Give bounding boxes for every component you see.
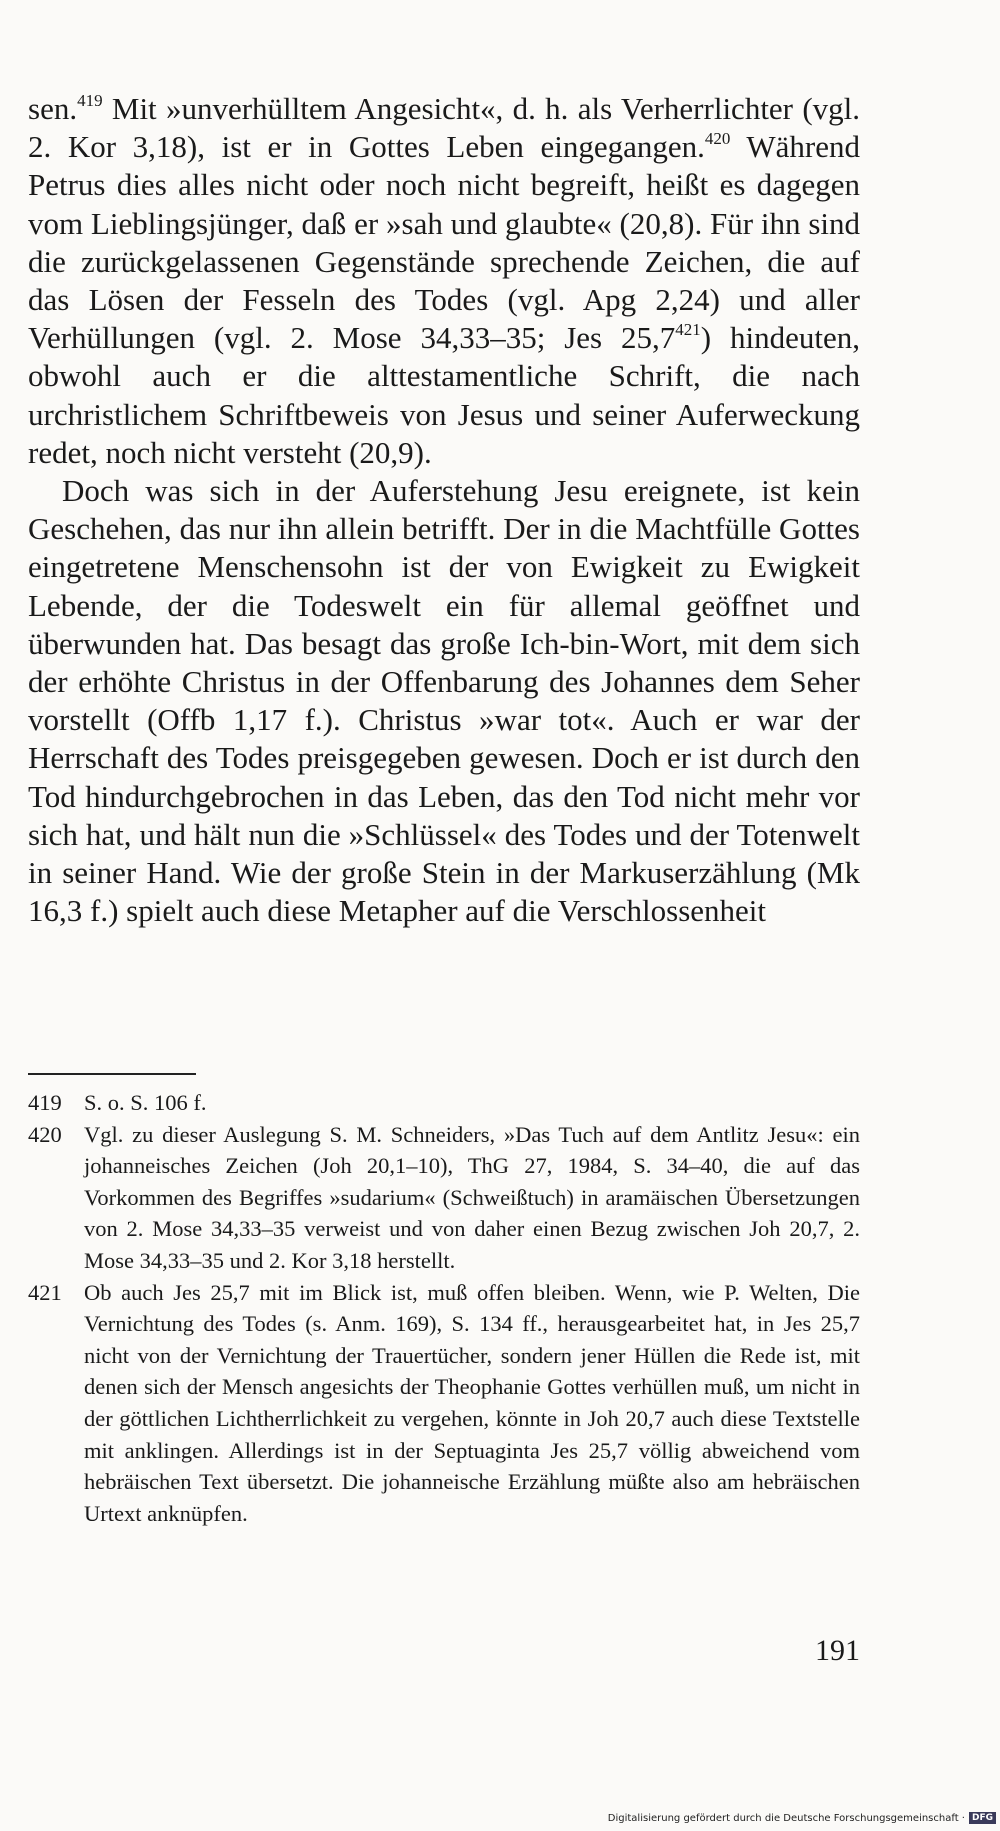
footnote-ref-420[interactable]: 420: [704, 129, 731, 149]
footnote-419: [28, 1087, 860, 1119]
footnote-number: 419: [28, 1090, 62, 1115]
footnote-separator: [28, 1073, 196, 1075]
footnote-ref-419[interactable]: 419: [77, 91, 103, 110]
paragraph-1: [28, 90, 860, 472]
footnote-text: S. o. S. 106 f.: [84, 1090, 207, 1115]
text-segment: ) hindeuten, obwohl auch er die alttestamentliche Schrift, die nach urchristlichem Schriftbeweis von Jesus und seiner Auferweckung redet, noch nicht versteht (20,9).: [28, 320, 861, 470]
footnote-421: [28, 1277, 860, 1530]
text-segment: Während Petrus dies alles nicht oder noch nicht begreift, heißt es dagegen vom Lieblingsjünger, daß er »sah und glaubte« (20,8). Für ihn sind die zurückgelassenen Gegenstände sprechende Zeichen, die auf das Lösen der Fesseln des Todes (vgl. Apg 2,24) und aller Verhüllungen (vgl. 2. Mose 34,33–35; Jes 25,7: [28, 129, 860, 356]
footnote-number: 420: [28, 1121, 62, 1147]
digitization-credit: [608, 1812, 996, 1824]
text-segment: Mit »unverhülltem Angesicht«, d. h. als Verherrlichter (vgl. 2. Kor 3,18), ist er in Gottes Leben eingegangen.: [28, 91, 860, 165]
footnote-text: Vgl. zu dieser Auslegung S. M. Schneiders, »Das Tuch auf dem Antlitz Jesu«: ein johanneisches Zeichen (Joh 20,1–10), ThG 27, 1984, S. 34–40, die auf das Vorkommen des Begriffes »sudarium« (Schweißtuch) in aramäischen Übersetzungen von 2. Mose 34,33–35 verweist und von daher einen Bezug zwischen Joh 20,7, 2. Mose 34,33–35 und 2. Kor 3,18 herstellt.: [84, 1121, 860, 1273]
footnotes: [28, 1087, 860, 1529]
page-number: 191: [815, 1634, 860, 1667]
paragraph-2: Doch was sich in der Auferstehung Jesu ereignete, ist kein Geschehen, das nur ihn allein betrifft. Der in die Machtfülle Gottes eingetretene Menschensohn ist der von Ewigkeit zu Ewigkeit Lebende, der die Todeswelt ein für allemal geöffnet und überwunden hat. Das besagt das große Ich-bin-Wort, mit dem sich der erhöhte Christus in der Offenbarung des Johannes dem Seher vorstellt (Offb 1,17 f.). Christus »war tot«. Auch er war der Herrschaft des Todes preisgegeben gewesen. Doch er ist durch den Tod hindurchgebrochen in das Leben, das den Tod nicht mehr vor sich hat, und hält nun die »Schlüssel« des Todes und der Totenwelt in seiner Hand. Wie der große Stein in der Markuserzählung (Mk 16,3 f.) spielt auch diese Metapher auf die Verschlossenheit: [28, 473, 860, 929]
footnote-number: 421: [28, 1279, 62, 1305]
main-text: [28, 90, 860, 930]
dfg-logo-icon: DFG: [969, 1812, 996, 1824]
footnote-ref-421[interactable]: 421: [675, 320, 701, 340]
credit-text: Digitalisierung gefördert durch die Deutsche Forschungsgemeinschaft ·: [607, 1812, 965, 1824]
footnote-420: [28, 1119, 860, 1277]
text-segment: sen.: [28, 91, 78, 126]
footnote-text: Ob auch Jes 25,7 mit im Blick ist, muß offen bleiben. Wenn, wie P. Welten, Die Vernichtung des Todes (s. Anm. 169), S. 134 ff., herausgearbeitet hat, in Jes 25,7 nicht von der Vernichtung der Trauertücher, sondern jener Hüllen die Rede ist, mit denen sich der Mensch angesichts der Theophanie Gottes verhüllen muß, um nicht in der göttlichen Lichtherrlichkeit zu vergehen, könnte in Joh 20,7 auch diese Textstelle mit anklingen. Allerdings ist in der Septuaginta Jes 25,7 völlig abweichend vom hebräischen Text übersetzt. Die johanneische Erzählung müßte also am hebräischen Urtext anknüpfen.: [84, 1279, 860, 1526]
